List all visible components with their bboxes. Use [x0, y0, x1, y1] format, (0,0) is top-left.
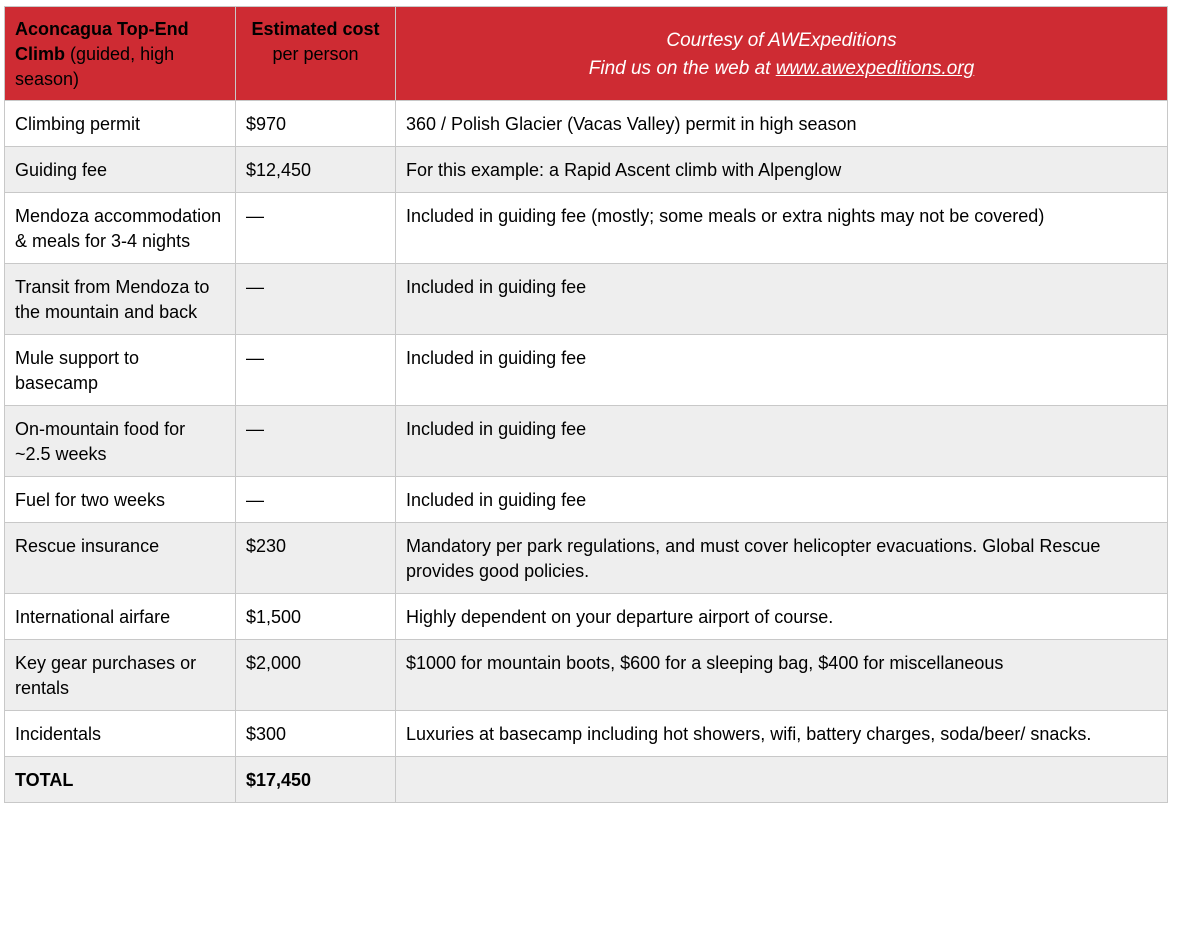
table-row	[5, 406, 1168, 477]
row-note-cell: Included in guiding fee	[396, 264, 1168, 335]
row-note-cell: $1000 for mountain boots, $600 for a sleeping bag, $400 for miscellaneous	[396, 640, 1168, 711]
row-cost-cell: $1,500	[236, 594, 396, 640]
row-cost-cell: —	[236, 406, 396, 477]
table-row	[5, 711, 1168, 757]
row-cost-cell: $230	[236, 523, 396, 594]
header-courtesy-cell	[396, 7, 1168, 101]
row-item-cell: Transit from Mendoza to the mountain and back	[5, 264, 236, 335]
row-note-cell: Luxuries at basecamp including hot showers, wifi, battery charges, soda/beer/ snacks.	[396, 711, 1168, 757]
table-row	[5, 640, 1168, 711]
row-item-cell: On-mountain food for ~2.5 weeks	[5, 406, 236, 477]
total-label: TOTAL	[5, 757, 236, 803]
table-row	[5, 101, 1168, 147]
row-item-cell: Key gear purchases or rentals	[5, 640, 236, 711]
table-row	[5, 335, 1168, 406]
row-item-cell: Guiding fee	[5, 147, 236, 193]
row-note-cell: Included in guiding fee	[396, 406, 1168, 477]
row-item-cell: International airfare	[5, 594, 236, 640]
table-row	[5, 477, 1168, 523]
row-item-cell: Mule support to basecamp	[5, 335, 236, 406]
row-note-cell: Included in guiding fee	[396, 477, 1168, 523]
total-row	[5, 757, 1168, 803]
row-cost-cell: $300	[236, 711, 396, 757]
row-item-cell: Mendoza accommodation & meals for 3-4 nights	[5, 193, 236, 264]
table-row	[5, 264, 1168, 335]
web-prefix-text: Find us on the web at	[588, 57, 776, 79]
row-cost-cell: $12,450	[236, 147, 396, 193]
row-cost-cell: $2,000	[236, 640, 396, 711]
row-cost-cell: $970	[236, 101, 396, 147]
table-row	[5, 193, 1168, 264]
row-cost-cell: —	[236, 193, 396, 264]
row-note-cell: Highly dependent on your departure airport of course.	[396, 594, 1168, 640]
total-note	[396, 757, 1168, 803]
header-cost-cell	[236, 7, 396, 101]
row-cost-cell: —	[236, 477, 396, 523]
header-cost-subtitle: per person	[272, 44, 359, 64]
row-note-cell: Included in guiding fee (mostly; some meals or extra nights may not be covered)	[396, 193, 1168, 264]
row-item-cell: Fuel for two weeks	[5, 477, 236, 523]
table-header-row	[5, 7, 1168, 101]
website-link[interactable]: www.awexpeditions.org	[775, 57, 975, 79]
table-body	[5, 101, 1168, 757]
table-row	[5, 523, 1168, 594]
table-row	[5, 147, 1168, 193]
header-item-cell	[5, 7, 236, 101]
row-cost-cell: —	[236, 264, 396, 335]
header-item-subtitle: (guided, high season)	[15, 44, 175, 89]
row-note-cell: 360 / Polish Glacier (Vacas Valley) permit in high season	[396, 101, 1168, 147]
header-cost-title: Estimated cost	[251, 19, 380, 39]
row-item-cell: Climbing permit	[5, 101, 236, 147]
row-note-cell: For this example: a Rapid Ascent climb with Alpenglow	[396, 147, 1168, 193]
row-cost-cell: —	[236, 335, 396, 406]
row-item-cell: Rescue insurance	[5, 523, 236, 594]
row-item-cell: Incidentals	[5, 711, 236, 757]
row-note-cell: Included in guiding fee	[396, 335, 1168, 406]
header-item-title: Aconcagua Top-End Climb	[15, 19, 189, 64]
courtesy-text: Courtesy of AWExpeditions	[666, 29, 897, 51]
row-note-cell: Mandatory per park regulations, and must cover helicopter evacuations. Global Rescue provides good policies.	[396, 523, 1168, 594]
total-cost: $17,450	[236, 757, 396, 803]
cost-table	[4, 6, 1168, 803]
table-row	[5, 594, 1168, 640]
